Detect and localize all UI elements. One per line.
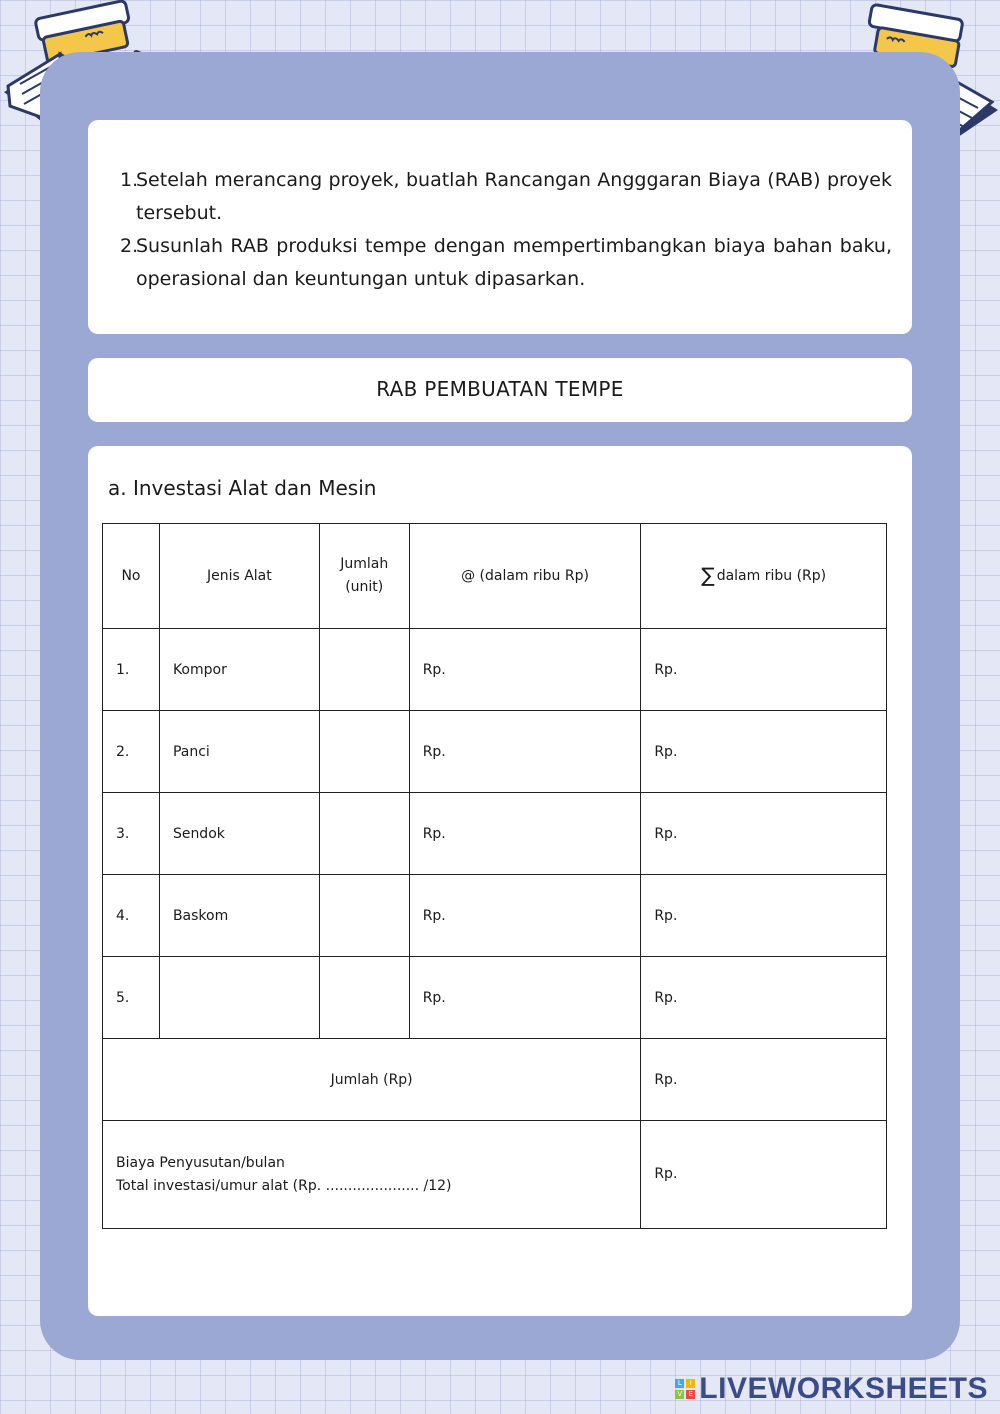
instructions-card [88,120,912,334]
cell-unit[interactable] [319,957,409,1039]
cell-harga[interactable]: Rp. [409,957,641,1039]
cell-unit[interactable] [319,711,409,793]
title-card [88,358,912,422]
instructions-list [120,164,892,296]
instruction-item [120,230,892,296]
cell-jenis[interactable]: Baskom [159,875,319,957]
header-jumlah-unit [319,524,409,629]
cell-total[interactable]: Rp. [641,957,887,1039]
cell-harga[interactable]: Rp. [409,875,641,957]
table-row [103,957,887,1039]
cell-jenis[interactable]: Kompor [159,629,319,711]
penyusutan-line1: Biaya Penyusutan/bulan [116,1154,285,1171]
cell-total[interactable]: Rp. [641,875,887,957]
table-header-row [103,524,887,629]
cell-total[interactable]: Rp. [641,711,887,793]
table-row [103,875,887,957]
penyusutan-value[interactable]: Rp. [641,1121,887,1229]
instruction-number: 1. [120,169,139,191]
instruction-item [120,164,892,230]
investment-table [102,523,887,1229]
liveworksheets-brand [675,1372,988,1406]
table-row [103,711,887,793]
instruction-text: Susunlah RAB produksi tempe dengan mempertimbangkan biaya bahan baku, operasional dan keuntungan untuk dipasarkan. [136,235,892,290]
table-row [103,793,887,875]
cell-total[interactable]: Rp. [641,629,887,711]
cell-harga[interactable]: Rp. [409,793,641,875]
section-heading: a. Investasi Alat dan Mesin [108,476,377,500]
liveworksheets-logo-icon: L I V E [675,1379,695,1399]
header-jumlah-line1: Jumlah [340,556,389,572]
cell-no: 3. [103,793,160,875]
cell-jenis[interactable]: Sendok [159,793,319,875]
penyusutan-line2: Total investasi/umur alat (Rp. ..................... /12) [116,1177,452,1194]
header-jenis-alat: Jenis Alat [159,524,319,629]
page-title: RAB PEMBUATAN TEMPE [376,377,624,401]
cell-jenis[interactable] [159,957,319,1039]
cell-no: 5. [103,957,160,1039]
cell-total[interactable]: Rp. [641,793,887,875]
cell-no: 1. [103,629,160,711]
brand-name: LIVEWORKSHEETS [699,1372,988,1405]
table-row [103,629,887,711]
cell-harga[interactable]: Rp. [409,629,641,711]
cell-jenis[interactable]: Panci [159,711,319,793]
cell-unit[interactable] [319,875,409,957]
instruction-number: 2. [120,235,139,257]
instruction-text: Setelah merancang proyek, buatlah Rancangan Angggaran Biaya (RAB) proyek tersebut. [136,169,892,224]
header-total-label: dalam ribu (Rp) [716,568,827,584]
jumlah-value[interactable]: Rp. [641,1039,887,1121]
penyusutan-row [103,1121,887,1229]
cell-unit[interactable] [319,793,409,875]
header-total [641,524,887,629]
cell-no: 2. [103,711,160,793]
cell-harga[interactable]: Rp. [409,711,641,793]
table-card [88,446,912,1316]
cell-unit[interactable] [319,629,409,711]
penyusutan-label [103,1121,641,1229]
sigma-icon: ∑ [701,563,715,587]
cell-no: 4. [103,875,160,957]
header-no: No [103,524,160,629]
header-harga: @ (dalam ribu Rp) [409,524,641,629]
jumlah-label: Jumlah (Rp) [103,1039,641,1121]
jumlah-row [103,1039,887,1121]
header-jumlah-line2: (unit) [345,579,384,595]
